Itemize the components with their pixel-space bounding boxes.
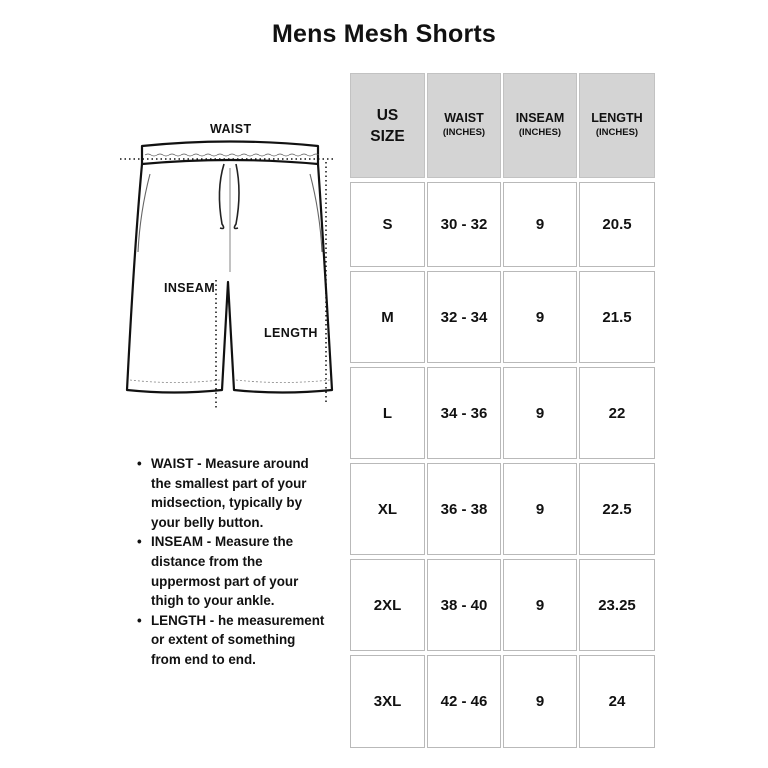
header-inseam-label: INSEAM	[515, 111, 565, 125]
cell-size: L	[350, 367, 425, 459]
header-length-unit: (INCHES)	[595, 127, 639, 138]
shorts-diagram	[112, 112, 342, 412]
cell-waist: 38 - 40	[427, 559, 501, 651]
cell-waist: 36 - 38	[427, 463, 501, 555]
cell-length: 20.5	[579, 182, 655, 267]
cell-waist: 32 - 34	[427, 271, 501, 363]
cell-waist: 34 - 36	[427, 367, 501, 459]
header-length	[579, 73, 655, 178]
header-waist	[427, 73, 501, 178]
header-inseam-unit: (INCHES)	[518, 127, 562, 138]
note-length: • LENGTH - he measurement or extent of something from end to end.	[135, 611, 325, 670]
cell-length: 22.5	[579, 463, 655, 555]
note-inseam: • INSEAM - Measure the distance from the uppermost part of your thigh to your ankle.	[135, 532, 325, 610]
inseam-label: INSEAM	[164, 281, 216, 295]
header-us-size-label: US SIZE	[370, 106, 405, 145]
cell-size: 3XL	[350, 655, 425, 748]
cell-size: S	[350, 182, 425, 267]
cell-length: 24	[579, 655, 655, 748]
header-waist-label: WAIST	[444, 111, 484, 125]
note-waist: • WAIST - Measure around the smallest part of your midsection, typically by your belly button.	[135, 454, 325, 532]
cell-length: 22	[579, 367, 655, 459]
header-length-label: LENGTH	[591, 111, 643, 125]
measurement-notes	[135, 454, 325, 670]
page-title: Mens Mesh Shorts	[271, 20, 497, 48]
header-inseam	[503, 73, 577, 178]
cell-waist: 30 - 32	[427, 182, 501, 267]
cell-waist: 42 - 46	[427, 655, 501, 748]
cell-length: 21.5	[579, 271, 655, 363]
cell-inseam: 9	[503, 655, 577, 748]
cell-length: 23.25	[579, 559, 655, 651]
length-label: LENGTH	[264, 326, 318, 340]
cell-size: XL	[350, 463, 425, 555]
header-waist-unit: (INCHES)	[442, 127, 486, 138]
cell-size: 2XL	[350, 559, 425, 651]
cell-inseam: 9	[503, 182, 577, 267]
shorts-outline-icon	[112, 112, 342, 412]
waist-label: WAIST	[210, 122, 252, 136]
cell-inseam: 9	[503, 367, 577, 459]
size-chart-table	[350, 73, 655, 748]
header-us-size	[350, 73, 425, 178]
cell-inseam: 9	[503, 463, 577, 555]
cell-size: M	[350, 271, 425, 363]
cell-inseam: 9	[503, 271, 577, 363]
cell-inseam: 9	[503, 559, 577, 651]
